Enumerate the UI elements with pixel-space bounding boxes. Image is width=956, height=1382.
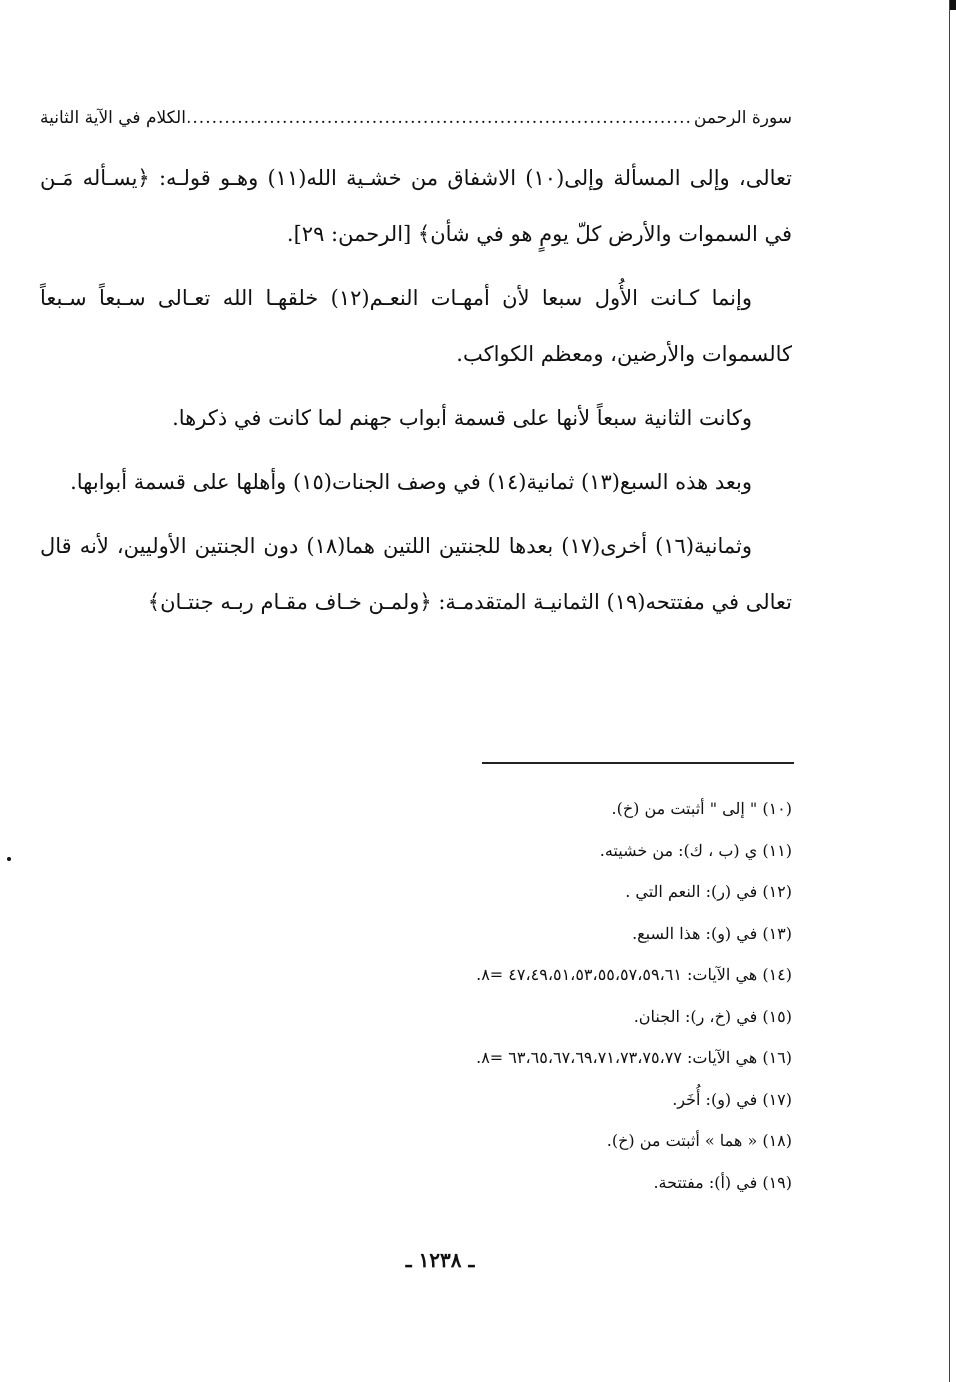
paragraph: وإنما كـانت الأُول سبعا لأن أمهـات النعـم(١٢) خلقهـا الله تعـالى سـبعاً سـبعاً كالسموات والأرضين، ومعظم الكواكب. [40, 286, 792, 366]
paragraph: تعالى، وإلى المسألة وإلى(١٠) الاشفاق من خشـية الله(١١) وهـو قولـه: ﴿يسـأله مَـن في السموات والأرض كلّ يومٍ هو في شأن﴾ [الرحمن: ٢٩]. [40, 166, 792, 246]
footnotes [40, 788, 792, 1203]
footnote: (١٦) هي الآيات: ٦٣،٦٥،٦٧،٦٩،٧١،٧٣،٧٥،٧٧ =٨. [476, 1048, 792, 1067]
paragraph: وثمانية(١٦) أخرى(١٧) بعدها للجنتين اللتين هما(١٨) دون الجنتين الأوليين، لأنه قال تعالى في مفتتحه(١٩) الثمانيـة المتقدمـة: ﴿ولمـن خـاف مقـام ربـه جنتـان﴾ [40, 534, 792, 614]
main-text [40, 150, 792, 638]
scan-corner-mark [950, 0, 956, 10]
footnote: (١٥) في (خ، ر): الجنان. [633, 1006, 792, 1026]
footnote-separator [482, 762, 794, 764]
footnote: (١٤) هي الآيات: ٤٧،٤٩،٥١،٥٣،٥٥،٥٧،٥٩،٦١ =٨. [476, 965, 792, 984]
footnote: (١٧) في (و): أُخَر. [672, 1089, 792, 1109]
header-section: الكلام في الآية الثانية [40, 108, 186, 128]
footnote: (١٨) « هما » أثبتت من (خ). [606, 1131, 792, 1150]
page-number: ـ ١٢٣٨ ـ [405, 1248, 475, 1272]
footnote: (١١) ي (ب ، ك): من خشيته. [599, 840, 792, 860]
running-header [40, 92, 792, 128]
footnote: (١٠) " إلى " أثبتت من (خ). [611, 799, 792, 818]
scan-speck [7, 857, 11, 861]
paragraph: وكانت الثانية سبعاً لأنها على قسمة أبواب جهنم لما كانت في ذكرها. [172, 406, 752, 430]
footnote: (١٢) في (ر): النعم التي . [625, 882, 792, 901]
paragraph: وبعد هذه السبع(١٣) ثمانية(١٤) في وصف الجنات(١٥) وأهلها على قسمة أبوابها. [70, 470, 752, 494]
header-leader-dots [188, 108, 692, 128]
footnote: (١٩) في (أ): مفتتحة. [653, 1172, 792, 1192]
header-surah: سورة الرحمن [693, 108, 792, 128]
footnote: (١٣) في (و): هذا السبع. [632, 923, 792, 943]
page-edge-line [949, 0, 950, 1382]
